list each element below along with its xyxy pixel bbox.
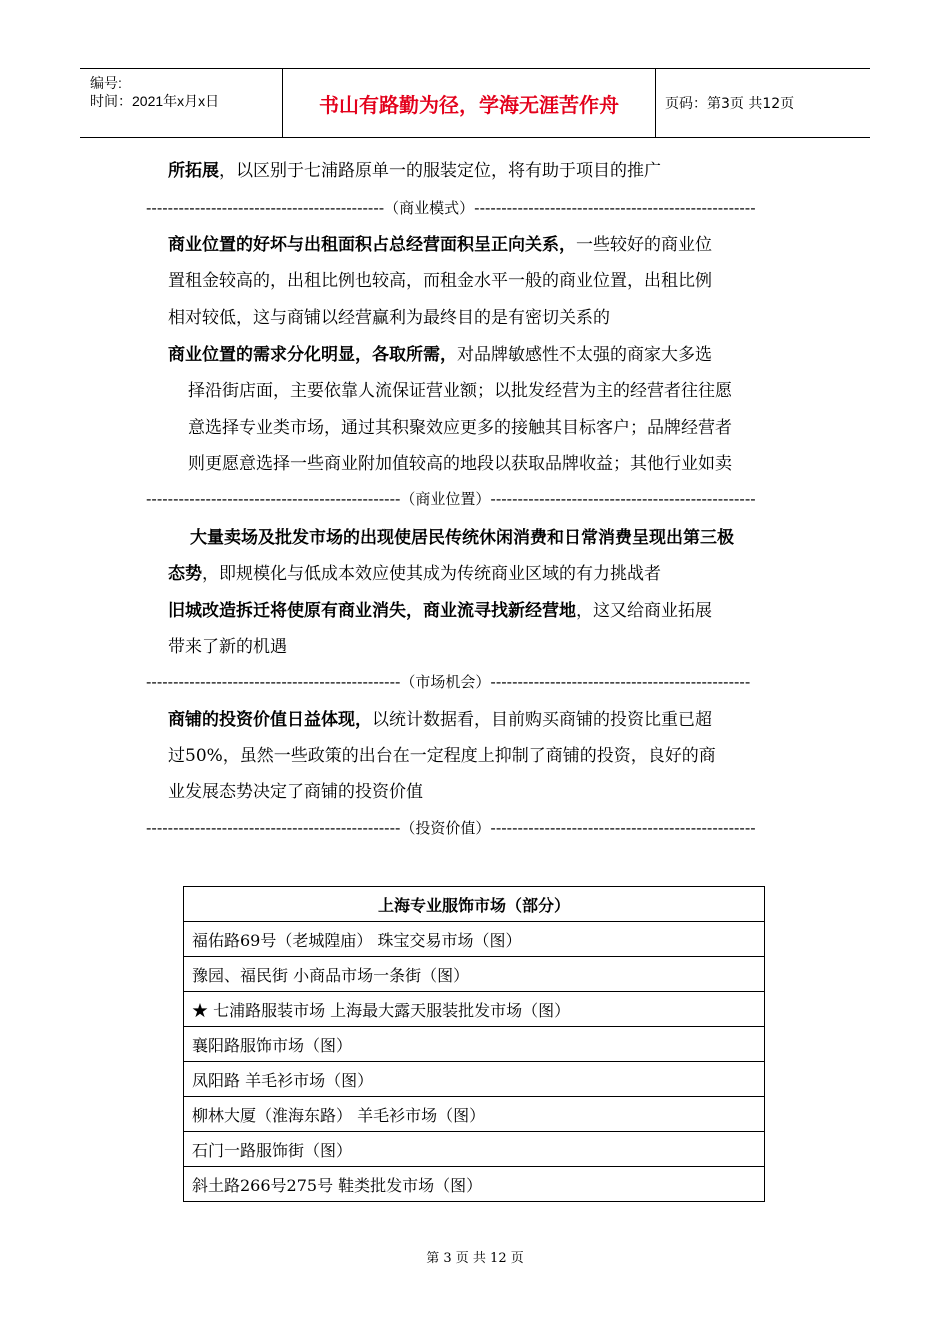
text-line: 过50%，虽然一些政策的出台在一定程度上抑制了商铺的投资，良好的商	[168, 746, 716, 766]
doc-number-label: 编号:	[90, 75, 122, 91]
text-line: 意选择专业类市场，通过其积聚效应更多的接触其目标客户；品牌经营者	[188, 418, 732, 438]
table-header-row	[184, 887, 765, 922]
text-line	[168, 563, 661, 585]
section-separator: --------------------------------------------（商业模式）----------------------------------------------------	[146, 199, 756, 217]
table-cell: 柳林大厦（淮海东路） 羊毛衫市场（图）	[184, 1097, 765, 1132]
separator-label: （商业模式）	[384, 199, 475, 217]
table-cell: 福佑路69号（老城隍庙） 珠宝交易市场（图）	[184, 922, 765, 957]
separator-label: （投资价值）	[400, 819, 491, 837]
text-line: 相对较低，这与商铺以经营赢利为最终目的是有密切关系的	[168, 308, 610, 328]
body-text: 对品牌敏感性不太强的商家大多选	[457, 345, 712, 365]
section-separator: -----------------------------------------------（商业位置）-------------------------------------------------	[146, 490, 756, 508]
market-table	[183, 886, 765, 1202]
header-motto: 书山有路勤为径，学海无涯苦作舟	[319, 92, 619, 117]
body-text: ，这又给商业拓展	[576, 601, 712, 621]
page-header	[80, 68, 870, 138]
text-line	[190, 527, 734, 549]
bold-text: 所拓展	[168, 161, 219, 181]
header-motto-cell	[282, 69, 656, 137]
bold-text: 商铺的投资价值日益体现，	[168, 710, 372, 730]
text-line	[168, 344, 712, 366]
table-row	[184, 992, 765, 1027]
body-text: 以统计数据看，目前购买商铺的投资比重已超	[372, 710, 712, 730]
separator-label: （商业位置）	[400, 490, 491, 508]
text-line	[168, 600, 712, 622]
body-text: ，即规模化与低成本效应使其成为传统商业区域的有力挑战者	[202, 564, 661, 584]
bold-text: 大量卖场及批发市场的出现使居民传统休闲消费和日常消费呈现出第三极	[190, 528, 734, 548]
text-line	[168, 234, 712, 256]
table-row	[184, 1097, 765, 1132]
text-line	[168, 160, 661, 182]
separator-label: （市场机会）	[400, 673, 491, 691]
table-row	[184, 1132, 765, 1167]
bold-text: 态势	[168, 564, 202, 584]
table-cell: ★ 七浦路服装市场 上海最大露天服装批发市场（图）	[184, 992, 765, 1027]
table-row	[184, 1027, 765, 1062]
table-cell: 石门一路服饰街（图）	[184, 1132, 765, 1167]
header-page-code: 页码：第3页 共12页	[665, 96, 795, 112]
table-row	[184, 1167, 765, 1202]
bold-text: 商业位置的好坏与出租面积占总经营面积呈正向关系，	[168, 235, 576, 255]
text-line: 业发展态势决定了商铺的投资价值	[168, 782, 423, 802]
table-row	[184, 957, 765, 992]
table-row	[184, 922, 765, 957]
doc-time-label: 时间：2021年x月x日	[90, 93, 220, 109]
page-footer: 第 3 页 共 12 页	[426, 1251, 524, 1266]
section-separator: -----------------------------------------------（投资价值）-------------------------------------------------	[146, 819, 756, 837]
table-cell: 襄阳路服饰市场（图）	[184, 1027, 765, 1062]
text-line	[168, 709, 712, 731]
table-cell: 凤阳路 羊毛衫市场（图）	[184, 1062, 765, 1097]
text-line: 带来了新的机遇	[168, 637, 287, 657]
table-cell: 豫园、福民街 小商品市场一条街（图）	[184, 957, 765, 992]
body-text: 一些较好的商业位	[576, 235, 712, 255]
section-separator: -----------------------------------------------（市场机会）------------------------------------------------	[146, 673, 751, 691]
body-text: ，以区别于七浦路原单一的服装定位，将有助于项目的推广	[219, 161, 661, 181]
header-meta	[80, 69, 282, 137]
text-line: 则更愿意选择一些商业附加值较高的地段以获取品牌收益；其他行业如卖	[188, 454, 732, 474]
bold-text: 商业位置的需求分化明显，各取所需，	[168, 345, 457, 365]
text-line: 置租金较高的，出租比例也较高，而租金水平一般的商业位置，出租比例	[168, 271, 712, 291]
bold-text: 旧城改造拆迁将使原有商业消失，商业流寻找新经营地	[168, 601, 576, 621]
table-row	[184, 1062, 765, 1097]
table-title: 上海专业服饰市场（部分）	[184, 887, 765, 922]
table-cell: 斜土路266号275号 鞋类批发市场（图）	[184, 1167, 765, 1202]
text-line: 择沿街店面，主要依靠人流保证营业额；以批发经营为主的经营者往往愿	[188, 381, 732, 401]
